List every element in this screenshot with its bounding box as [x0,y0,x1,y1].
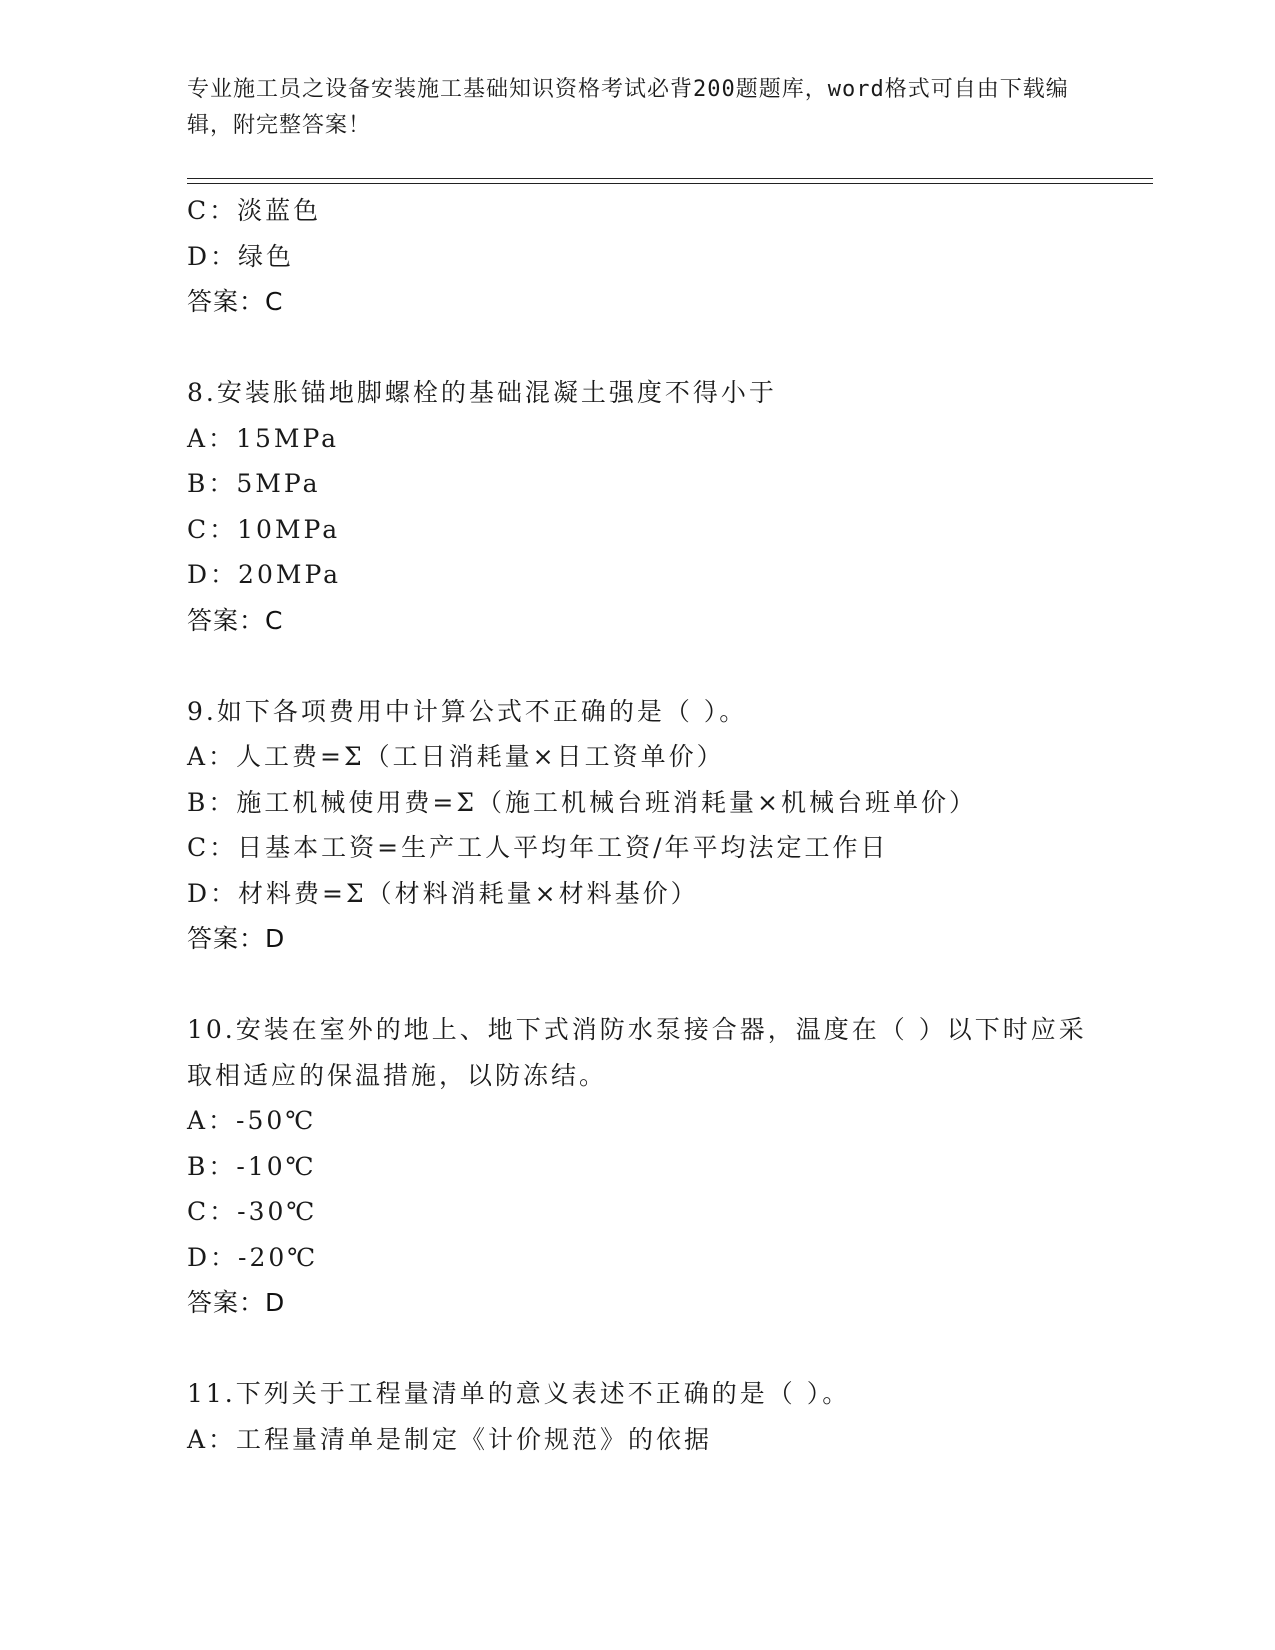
spacer [187,325,1107,371]
spacer [187,1326,1107,1372]
option-a: A：15MPa [187,423,340,453]
option-d: D：绿色 [187,241,295,271]
header-divider-bottom [187,183,1153,184]
option-b: B：施工机械使用费=Σ（施工机械台班消耗量×机械台班单价） [187,787,977,817]
option-d: D：20MPa [187,560,342,589]
answer-line: 答案：D [187,1288,286,1317]
option-a: A：工程量清单是制定《计价规范》的依据 [187,1424,713,1454]
spacer [187,962,1107,1008]
answer-line: 答案：C [187,287,284,316]
answer-line: 答案：C [187,605,284,635]
question-9: 9.如下各项费用中计算公式不正确的是（ ）。 [187,696,748,726]
question-11: 11.下列关于工程量清单的意义表述不正确的是（ ）。 [187,1379,851,1408]
document-header: 专业施工员之设备安装施工基础知识资格考试必背200题题库，word格式可自由下载编辑，附完整答案！ [187,77,1069,138]
option-d: D：-20℃ [187,1242,319,1272]
question-8: 8.安装胀锚地脚螺栓的基础混凝土强度不得小于 [187,378,777,407]
option-b: B：5MPa [187,469,321,498]
option-b: B：-10℃ [187,1151,317,1181]
option-a: A：人工费=Σ（工日消耗量×日工资单价） [187,742,725,771]
option-c: C：-30℃ [187,1197,318,1226]
question-10: 10.安装在室外的地上、地下式消防水泵接合器，温度在（ ）以下时应采取相适应的保温措施，以防冻结。 [187,1015,1087,1090]
option-c: C：10MPa [187,514,341,544]
option-d: D：材料费=Σ（材料消耗量×材料基价） [187,878,699,908]
spacer [187,643,1107,689]
option-a: A：-50℃ [187,1106,317,1135]
option-c: C：日基本工资=生产工人平均年工资/年平均法定工作日 [187,833,889,862]
option-c: C：淡蓝色 [187,196,322,225]
question-list [187,188,1107,1462]
answer-line: 答案：D [187,924,286,953]
header-divider-top [187,178,1153,179]
